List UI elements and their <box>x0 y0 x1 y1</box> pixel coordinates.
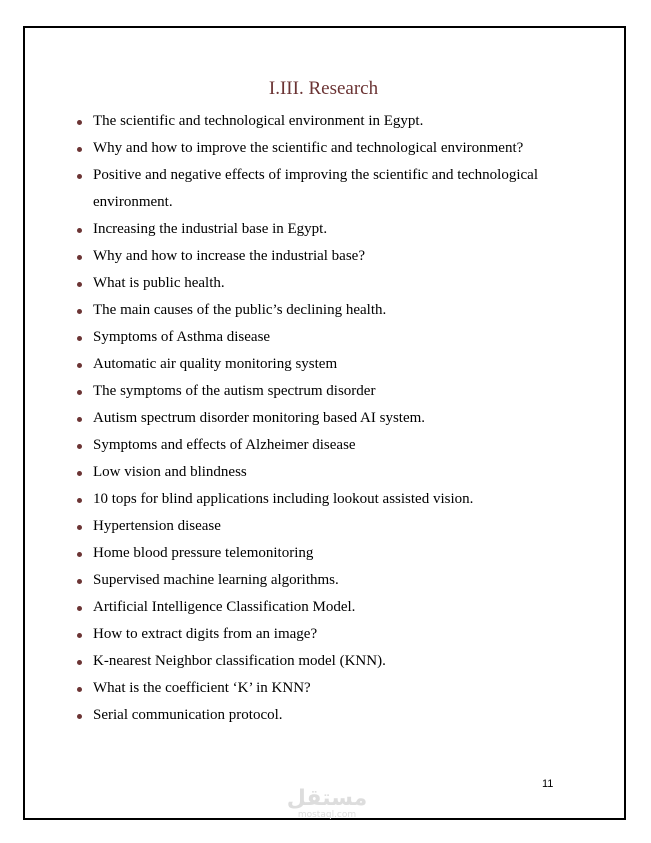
list-item-text: Positive and negative effects of improving the scientific and technological environment. <box>93 167 539 210</box>
list-item-text: Hypertension disease <box>93 518 221 534</box>
list-item <box>93 108 553 135</box>
list-item <box>93 486 553 513</box>
bullet-icon <box>77 255 82 260</box>
list-item <box>93 567 553 594</box>
list-item-text: What is the coefficient ‘K’ in KNN? <box>93 680 311 696</box>
bullet-icon <box>77 633 82 638</box>
list-item <box>93 702 553 729</box>
list-item <box>93 270 553 297</box>
list-item-text: Why and how to improve the scientific and technological environment? <box>93 140 524 156</box>
list-item-text: Symptoms of Asthma disease <box>93 329 271 345</box>
bullet-icon <box>77 417 82 422</box>
bullet-icon <box>77 525 82 530</box>
list-item <box>93 513 553 540</box>
bullet-icon <box>77 606 82 611</box>
list-item-text: K-nearest Neighbor classification model (KNN). <box>93 653 386 669</box>
list-item <box>93 594 553 621</box>
list-item <box>93 135 553 162</box>
page-number: 11 <box>542 778 554 790</box>
list-item <box>93 405 553 432</box>
list-item-text: What is public health. <box>93 275 225 291</box>
list-item-text: Serial communication protocol. <box>93 707 283 723</box>
list-item-text: Why and how to increase the industrial base? <box>93 248 365 264</box>
bullet-icon <box>77 552 82 557</box>
bullet-icon <box>77 498 82 503</box>
bullet-icon <box>77 390 82 395</box>
list-item-text: Automatic air quality monitoring system <box>93 356 338 372</box>
bullet-icon <box>77 660 82 665</box>
list-item-text: Low vision and blindness <box>93 464 247 480</box>
list-item <box>93 621 553 648</box>
bullet-icon <box>77 471 82 476</box>
bullet-icon <box>77 309 82 314</box>
list-item <box>93 351 553 378</box>
bullet-icon <box>77 120 82 125</box>
section-heading: I.III. Research <box>268 78 379 99</box>
list-item <box>93 324 553 351</box>
list-item-text: Symptoms and effects of Alzheimer disease <box>93 437 356 453</box>
list-item-text: Artificial Intelligence Classification Model. <box>93 599 356 615</box>
list-item <box>93 459 553 486</box>
list-item <box>93 675 553 702</box>
list-item-text: Supervised machine learning algorithms. <box>93 572 339 588</box>
list-item-text: The scientific and technological environment in Egypt. <box>93 113 424 129</box>
list-item-text: Increasing the industrial base in Egypt. <box>93 221 328 237</box>
research-topics-list <box>93 108 553 729</box>
watermark-latin: mostaql.com <box>297 810 357 820</box>
bullet-icon <box>77 174 82 179</box>
list-item <box>93 297 553 324</box>
list-item <box>93 648 553 675</box>
list-item-text: 10 tops for blind applications including lookout assisted vision. <box>93 491 474 507</box>
list-item-text: The main causes of the public’s declining health. <box>93 302 387 318</box>
bullet-icon <box>77 147 82 152</box>
bullet-icon <box>77 282 82 287</box>
list-item <box>93 162 553 216</box>
list-item <box>93 216 553 243</box>
list-item-text: Autism spectrum disorder monitoring based AI system. <box>93 410 426 426</box>
list-item <box>93 432 553 459</box>
list-item <box>93 540 553 567</box>
bullet-icon <box>77 444 82 449</box>
bullet-icon <box>77 687 82 692</box>
bullet-icon <box>77 228 82 233</box>
list-item-text: Home blood pressure telemonitoring <box>93 545 314 561</box>
bullet-icon <box>77 336 82 341</box>
list-item-text: How to extract digits from an image? <box>93 626 318 642</box>
list-item-text: The symptoms of the autism spectrum disorder <box>93 383 376 399</box>
watermark-logo <box>282 788 372 820</box>
bullet-icon <box>77 363 82 368</box>
bullet-icon <box>77 714 82 719</box>
watermark-arabic: مستقل <box>286 786 368 811</box>
list-item <box>93 378 553 405</box>
bullet-icon <box>77 579 82 584</box>
list-item <box>93 243 553 270</box>
